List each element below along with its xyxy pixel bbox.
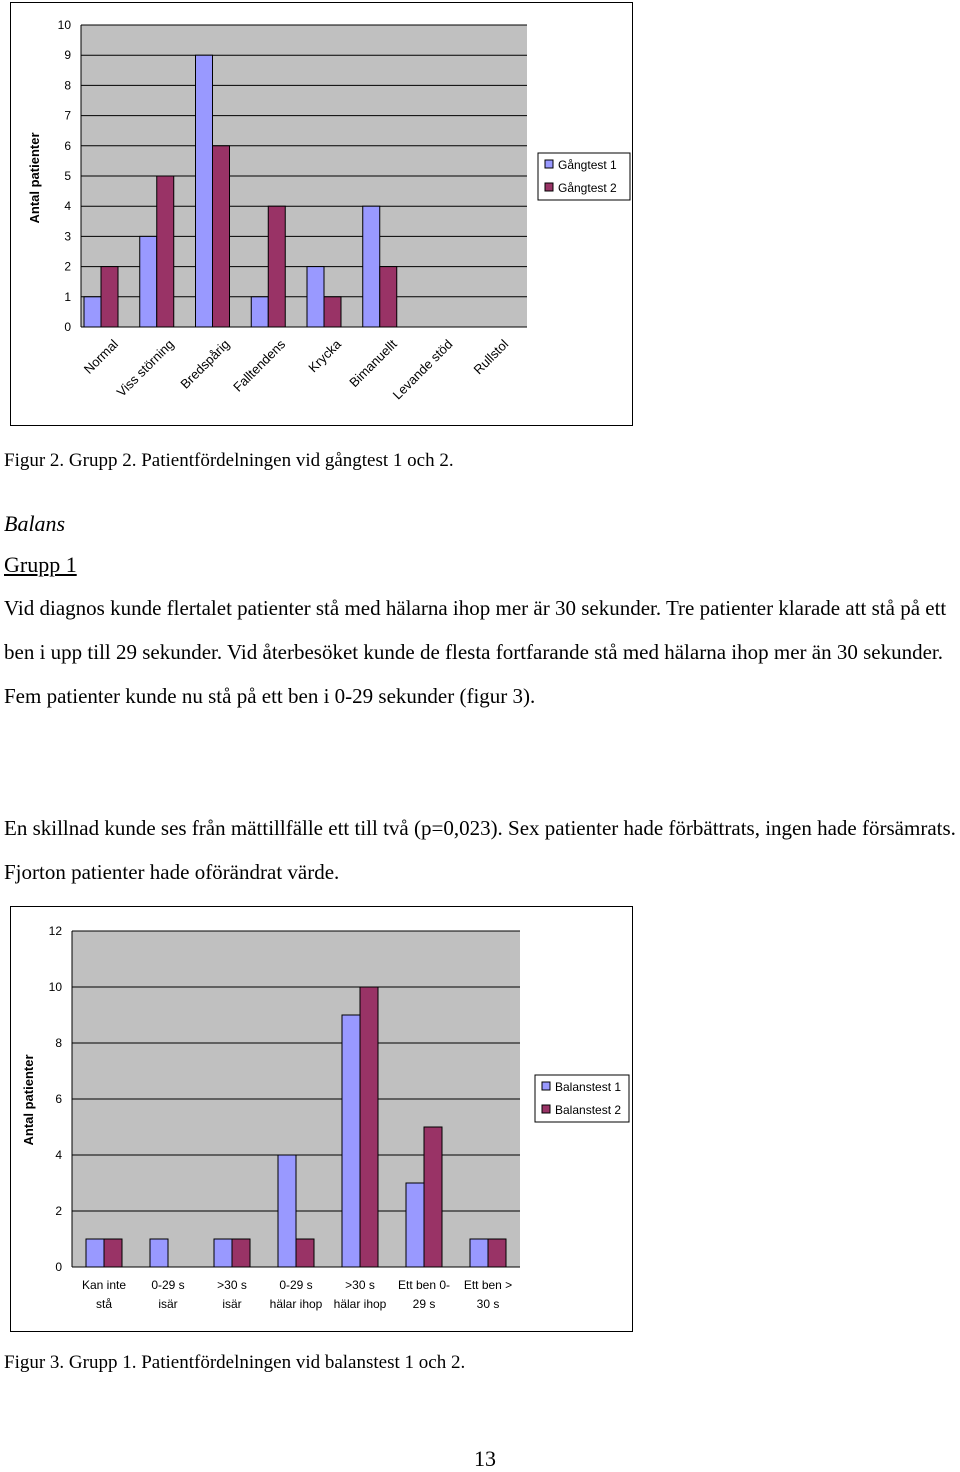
fig3-x-tick-label: >30 s — [345, 1278, 375, 1292]
fig2-bar — [84, 297, 101, 327]
fig2-x-tick-label: Rullstol — [470, 336, 512, 378]
fig3-x-tick-label: 0-29 s — [279, 1278, 313, 1292]
fig3-x-tick-label: stå — [95, 1297, 113, 1311]
fig2-y-tick-label: 0 — [64, 320, 71, 334]
fig3-bar — [104, 1239, 122, 1267]
fig2-bar — [196, 55, 213, 327]
fig3-legend-label: Balanstest 2 — [555, 1103, 622, 1117]
fig2-legend-swatch — [545, 183, 553, 191]
fig2-y-tick-label: 3 — [64, 229, 71, 244]
fig3-x-tick-label: >30 s — [217, 1278, 247, 1292]
figure-2-chart — [10, 2, 633, 426]
fig3-y-tick-label: 6 — [55, 1092, 62, 1106]
fig3-x-tick-label: Ett ben > — [463, 1278, 513, 1292]
fig3-bar — [488, 1239, 506, 1267]
fig3-bar — [296, 1239, 314, 1267]
section-heading: Balans — [4, 511, 66, 536]
fig3-x-tick-label: 30 s — [476, 1297, 500, 1311]
fig3-bar — [214, 1239, 232, 1267]
fig3-bar — [360, 987, 378, 1267]
fig3-bar — [406, 1183, 424, 1267]
fig3-x-tick-label: Ett ben 0- — [397, 1278, 451, 1292]
fig2-y-axis-title: Antal patienter — [27, 132, 42, 224]
page-number: 13 — [474, 1446, 496, 1471]
fig3-bar — [232, 1239, 250, 1267]
fig2-bar — [363, 206, 380, 327]
fig2-x-tick-label: Falltendens — [230, 336, 289, 395]
fig3-y-tick-label: 2 — [55, 1204, 62, 1218]
fig2-bar — [251, 297, 268, 327]
fig3-y-tick-label: 12 — [48, 924, 62, 938]
fig2-y-tick-label: 6 — [64, 138, 71, 153]
fig2-bar — [101, 267, 118, 327]
fig3-legend-label: Balanstest 1 — [555, 1080, 622, 1094]
figure-2-caption: Figur 2. Grupp 2. Patientfördelningen vid gångtest 1 och 2. — [4, 450, 454, 471]
fig3-y-tick-label: 8 — [55, 1036, 62, 1050]
fig2-bar — [213, 146, 230, 327]
fig3-y-tick-label: 4 — [55, 1148, 62, 1162]
fig2-y-tick-label: 9 — [64, 48, 71, 63]
fig2-bar — [307, 267, 324, 327]
fig2-legend-label: Gångtest 2 — [558, 181, 617, 195]
fig2-legend-swatch — [545, 160, 553, 168]
fig2-x-tick-label: Viss störning — [113, 336, 177, 400]
fig2-bar — [380, 267, 397, 327]
figure-3-chart-svg — [11, 907, 634, 1333]
fig2-y-tick-label: 2 — [64, 259, 71, 274]
fig2-y-tick-label: 1 — [64, 289, 71, 304]
figure-2-chart-svg — [11, 3, 634, 427]
fig3-x-tick-label: 0-29 s — [151, 1278, 185, 1292]
fig3-x-tick-label: Kan inte — [81, 1278, 127, 1292]
fig3-y-tick-label: 0 — [55, 1260, 62, 1274]
fig2-x-tick-label: Bredspårig — [177, 336, 233, 392]
fig2-y-tick-label: 7 — [64, 108, 71, 123]
fig3-legend-swatch — [542, 1105, 550, 1113]
figure-3-chart — [10, 906, 633, 1332]
fig2-x-tick-label: Krycka — [305, 336, 344, 376]
paragraph-2: En skillnad kunde ses från mättillfälle ett till två (p=0,023). Sex patienter hade förbättrats, ingen hade försämrats. Fjorton patienter hade oförändrat värde. — [4, 816, 956, 884]
fig3-y-axis-title: Antal patienter — [21, 1054, 36, 1146]
fig3-x-tick-label: hälar ihop — [333, 1297, 387, 1311]
fig2-bar — [157, 176, 174, 327]
fig2-y-tick-label: 5 — [64, 169, 71, 183]
fig2-legend-label: Gångtest 1 — [558, 158, 617, 172]
fig3-bar — [150, 1239, 168, 1267]
fig3-x-tick-label: isär — [158, 1297, 178, 1311]
fig2-bar — [268, 206, 285, 327]
fig2-x-tick-label: Bimanuellt — [346, 336, 400, 391]
section-subheading: Grupp 1 — [4, 552, 77, 577]
fig3-bar — [424, 1127, 442, 1267]
fig3-bar — [278, 1155, 296, 1267]
fig2-x-tick-label: Normal — [80, 336, 121, 377]
fig3-legend-swatch — [542, 1082, 550, 1090]
fig2-y-tick-label: 10 — [57, 18, 71, 32]
fig3-bar — [342, 1015, 360, 1267]
fig3-y-tick-label: 10 — [48, 980, 62, 994]
figure-3-caption: Figur 3. Grupp 1. Patientfördelningen vid balanstest 1 och 2. — [4, 1352, 466, 1373]
fig2-bar — [324, 297, 341, 327]
fig3-bar — [86, 1239, 104, 1267]
fig3-x-tick-label: isär — [222, 1297, 242, 1311]
fig3-x-tick-label: 29 s — [412, 1297, 436, 1311]
fig2-bar — [140, 236, 157, 327]
fig2-y-tick-label: 8 — [64, 78, 71, 93]
paragraph-1: Vid diagnos kunde flertalet patienter stå med hälarna ihop mer är 30 sekunder. Tre patienter klarade att stå på ett ben i upp till 29 sekunder. Vid återbesöket kunde de flesta fortfarande stå med hälarna ihop mer än 30 sekunder. Fem patienter kunde nu stå på ett ben i 0-29 sekunder (figur 3). — [4, 596, 947, 708]
fig3-x-tick-label: hälar ihop — [269, 1297, 323, 1311]
fig2-x-tick-label: Levande stöd — [389, 336, 456, 403]
fig3-bar — [470, 1239, 488, 1267]
fig2-y-tick-label: 4 — [64, 199, 71, 214]
